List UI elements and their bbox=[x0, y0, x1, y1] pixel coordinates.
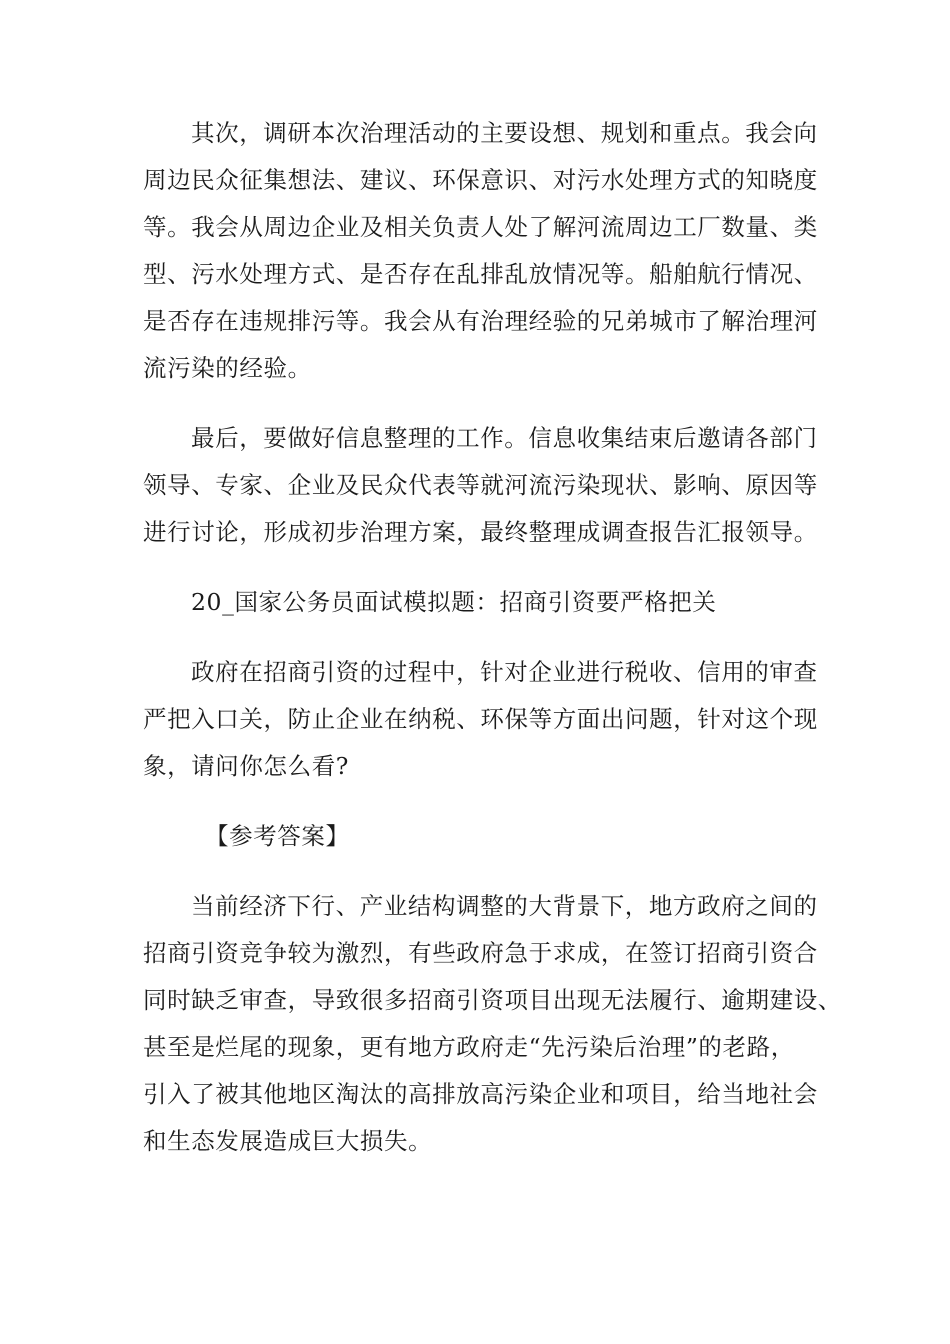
paragraph-research-plan bbox=[143, 110, 823, 392]
text-line: 型、污水处理方式、是否存在乱排乱放情况等。船舶航行情况、 bbox=[143, 260, 818, 288]
answer-label: 【参考答案】 bbox=[205, 822, 350, 850]
text-line: 引入了被其他地区淘汰的高排放高污染企业和项目，给当地社会 bbox=[143, 1080, 818, 1108]
text-line: 政府在招商引资的过程中，针对企业进行税收、信用的审查 bbox=[191, 658, 818, 686]
question-paragraph bbox=[143, 649, 823, 790]
text-line: 其次，调研本次治理活动的主要设想、规划和重点。我会向 bbox=[191, 119, 818, 147]
answer-paragraph bbox=[143, 883, 842, 1165]
text-line: 领导、专家、企业及民众代表等就河流污染现状、影响、原因等 bbox=[143, 471, 818, 499]
text-line: 当前经济下行、产业结构调整的大背景下，地方政府之间的 bbox=[191, 892, 818, 920]
text-line: 周边民众征集想法、建议、环保意识、对污水处理方式的知晓度 bbox=[143, 166, 818, 194]
text-line: 和生态发展造成巨大损失。 bbox=[143, 1127, 433, 1155]
text-line: 等。我会从周边企业及相关负责人处了解河流周边工厂数量、类 bbox=[143, 213, 818, 241]
text-line: 招商引资竞争较为激烈，有些政府急于求成，在签订招商引资合 bbox=[143, 939, 818, 967]
section-heading: 20_国家公务员面试模拟题：招商引资要严格把关 bbox=[191, 588, 717, 616]
document-page bbox=[143, 110, 842, 1165]
text-line: 严把入口关，防止企业在纳税、环保等方面出问题，针对这个现 bbox=[143, 705, 818, 733]
text-line: 甚至是烂尾的现象，更有地方政府走“先污染后治理”的老路， bbox=[143, 1033, 795, 1061]
text-line: 进行讨论，形成初步治理方案，最终整理成调查报告汇报领导。 bbox=[143, 518, 818, 546]
text-line: 同时缺乏审查，导致很多招商引资项目出现无法履行、逾期建设、 bbox=[143, 986, 842, 1014]
text-line: 流污染的经验。 bbox=[143, 354, 312, 382]
text-line: 象，请问你怎么看? bbox=[143, 752, 349, 780]
text-line: 是否存在违规排污等。我会从有治理经验的兄弟城市了解治理河 bbox=[143, 307, 818, 335]
paragraph-info-organize bbox=[143, 415, 823, 556]
text-line: 最后，要做好信息整理的工作。信息收集结束后邀请各部门 bbox=[191, 424, 818, 452]
